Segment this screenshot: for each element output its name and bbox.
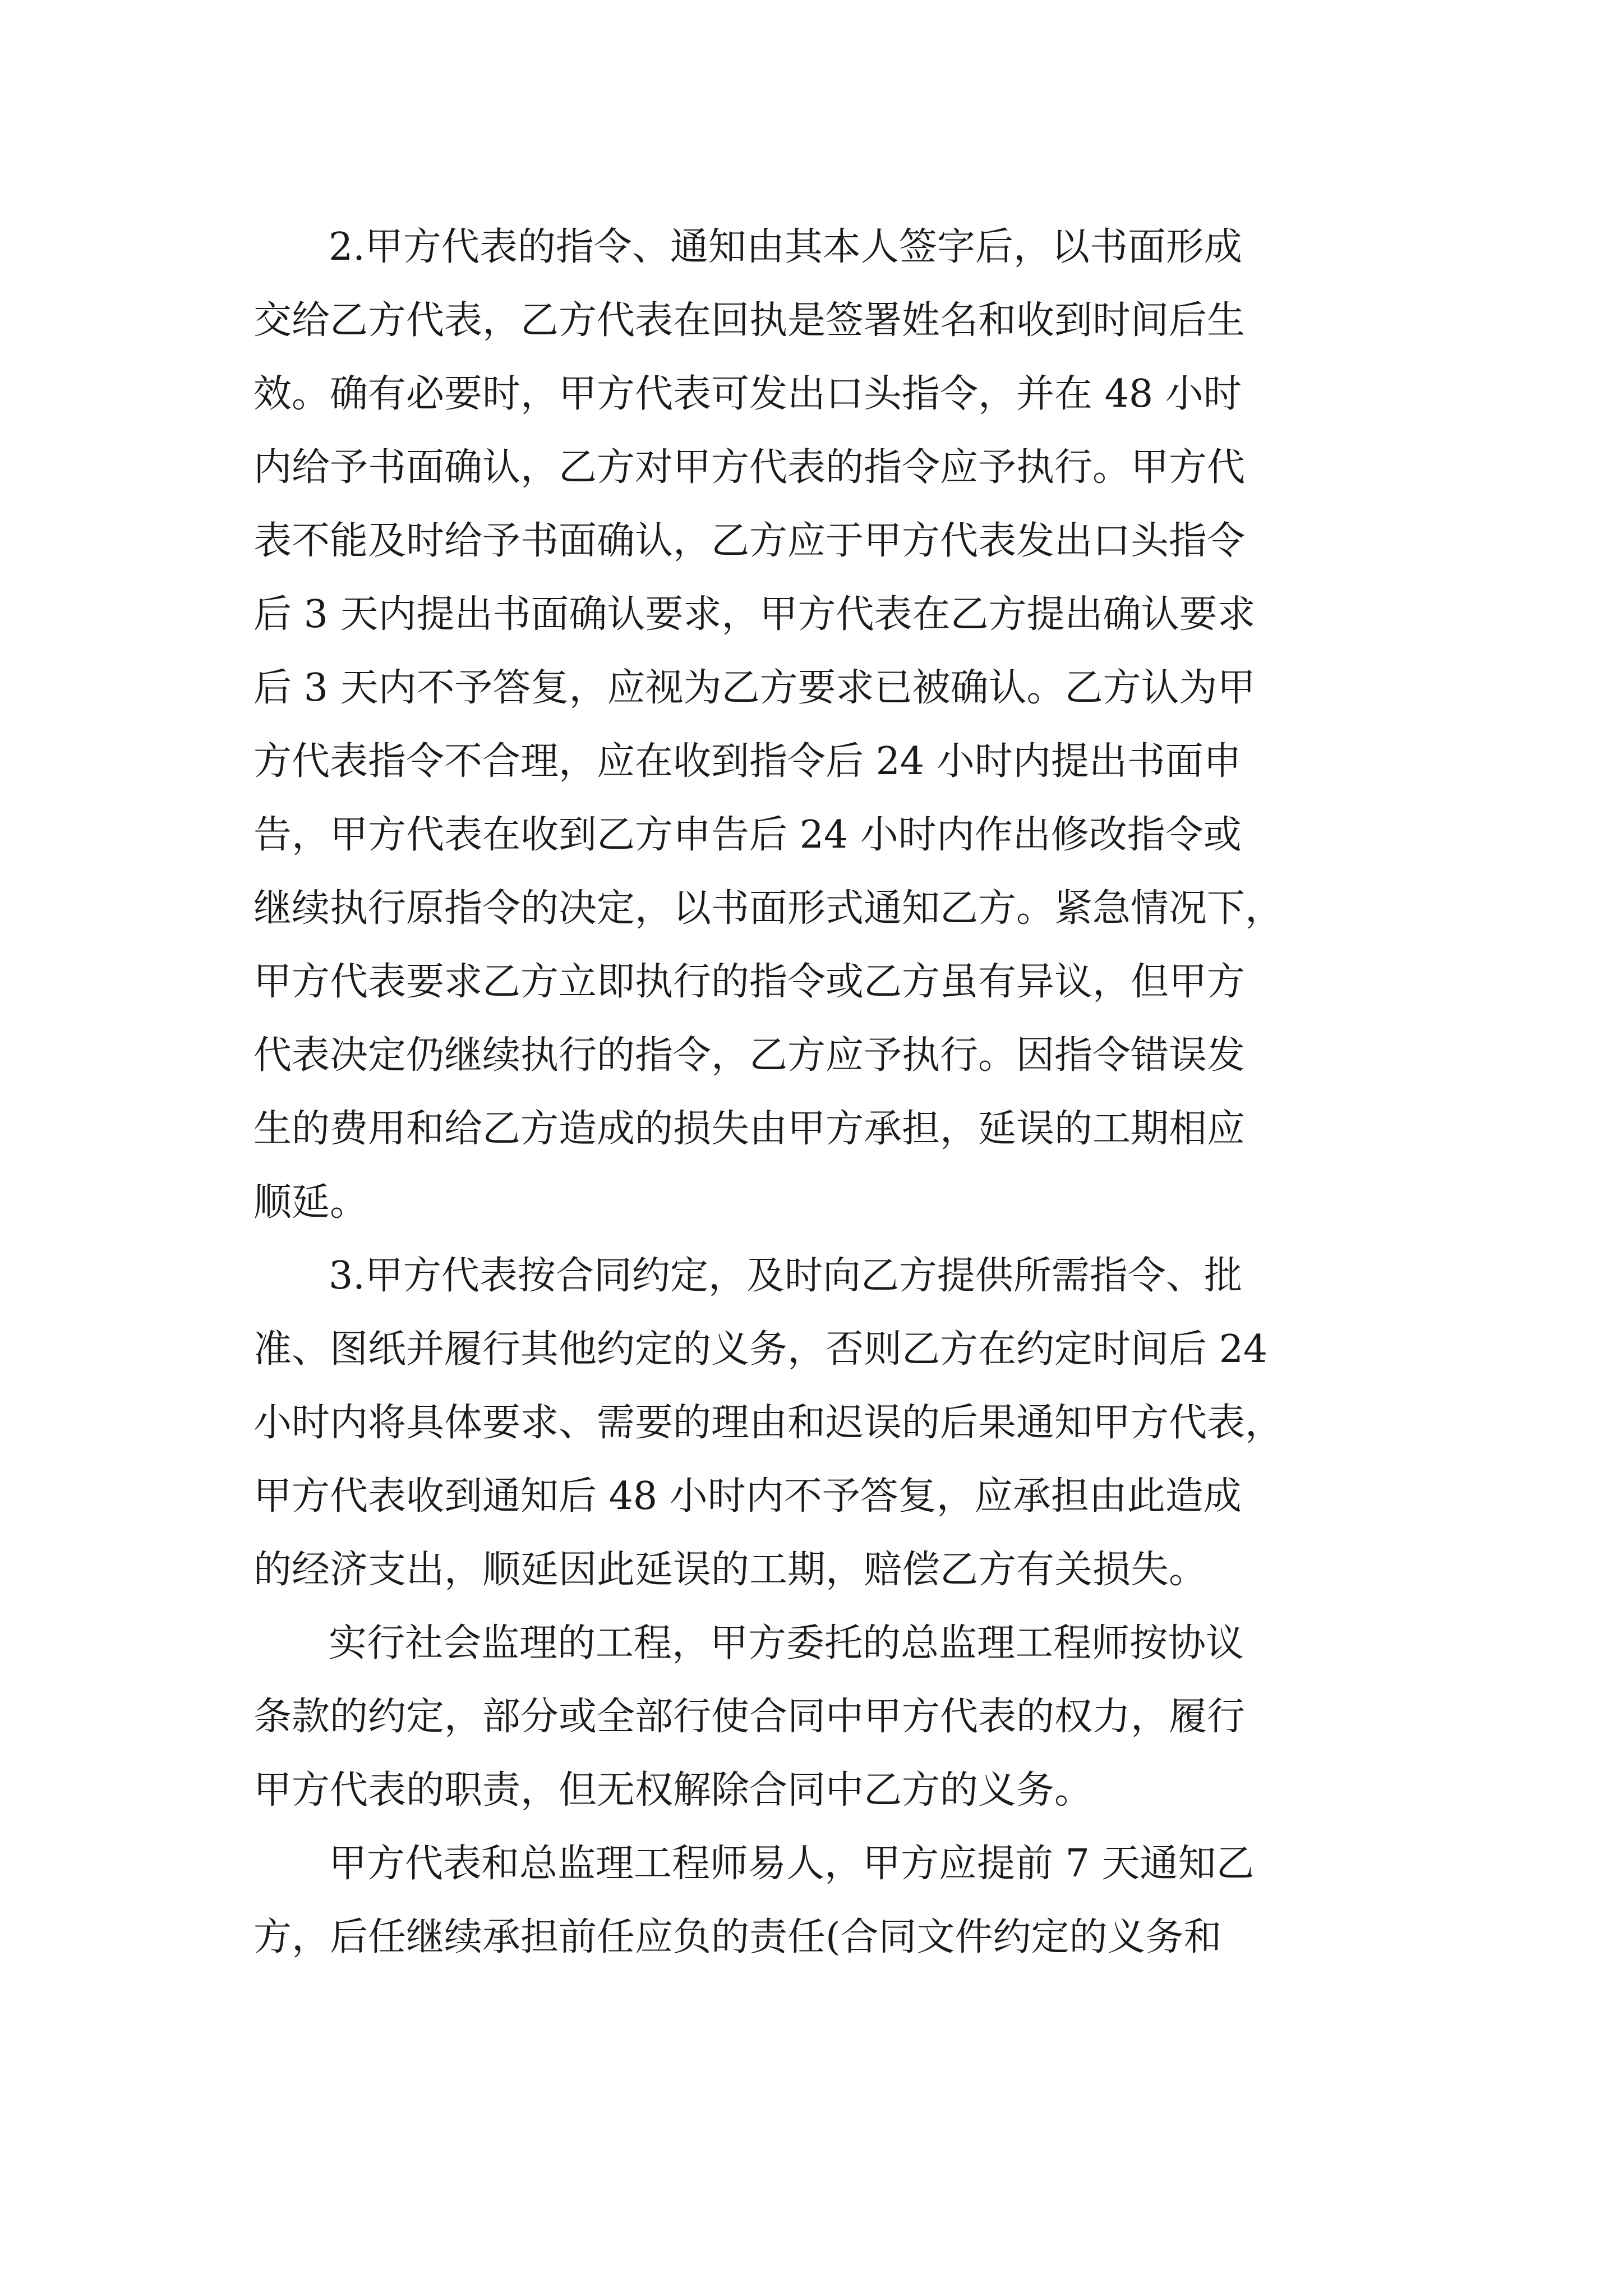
text-line-1: 2.甲方代表的指令、通知由其本人签字后，以书面形成 (329, 225, 1242, 269)
text-line-21: 条款的约定，部分或全部行使合同中甲方代表的权力，履行 (253, 1695, 1246, 1739)
text-line-20: 实行社会监理的工程，甲方委托的总监理工程师按协议 (329, 1621, 1244, 1665)
text-line-24: 方，后任继续承担前任应负的责任(合同文件约定的义务和 (253, 1915, 1222, 1959)
text-line-9: 告，甲方代表在收到乙方申告后 24 小时内作出修改指令或 (253, 813, 1242, 857)
text-line-22: 甲方代表的职责，但无权解除合同中乙方的义务。 (253, 1768, 1093, 1812)
text-line-2: 交给乙方代表，乙方代表在回执是签署姓名和收到时间后生 (253, 298, 1246, 343)
text-line-6: 后 3 天内提出书面确认要求，甲方代表在乙方提出确认要求 (253, 592, 1256, 637)
text-line-15: 3.甲方代表按合同约定，及时向乙方提供所需指令、批 (329, 1254, 1242, 1298)
text-line-19: 的经济支出，顺延因此延误的工期，赔偿乙方有关损失。 (253, 1548, 1207, 1592)
text-line-8: 方代表指令不合理，应在收到指令后 24 小时内提出书面申 (253, 739, 1242, 784)
text-line-14: 顺延。 (253, 1180, 368, 1225)
text-line-18: 甲方代表收到通知后 48 小时内不予答复，应承担由此造成 (253, 1474, 1242, 1519)
text-line-17: 小时内将具体要求、需要的理由和迟误的后果通知甲方代表， (253, 1401, 1284, 1445)
text-line-11: 甲方代表要求乙方立即执行的指令或乙方虽有异议，但甲方 (253, 960, 1246, 1004)
text-line-12: 代表决定仍继续执行的指令，乙方应予执行。因指令错误发 (253, 1033, 1246, 1078)
text-line-13: 生的费用和给乙方造成的损失由甲方承担，延误的工期相应 (253, 1107, 1246, 1151)
text-line-7: 后 3 天内不予答复，应视为乙方要求已被确认。乙方认为甲 (253, 666, 1256, 710)
text-line-23: 甲方代表和总监理工程师易人，甲方应提前 7 天通知乙 (329, 1842, 1255, 1886)
text-line-5: 表不能及时给予书面确认，乙方应于甲方代表发出口头指令 (253, 519, 1246, 563)
text-line-16: 准、图纸并履行其他约定的义务，否则乙方在约定时间后 24 (253, 1327, 1268, 1372)
text-line-3: 效。确有必要时，甲方代表可发出口头指令，并在 48 小时 (253, 372, 1242, 416)
text-line-4: 内给予书面确认，乙方对甲方代表的指令应予执行。甲方代 (253, 445, 1246, 490)
text-line-10: 继续执行原指令的决定，以书面形式通知乙方。紧急情况下， (253, 886, 1284, 931)
